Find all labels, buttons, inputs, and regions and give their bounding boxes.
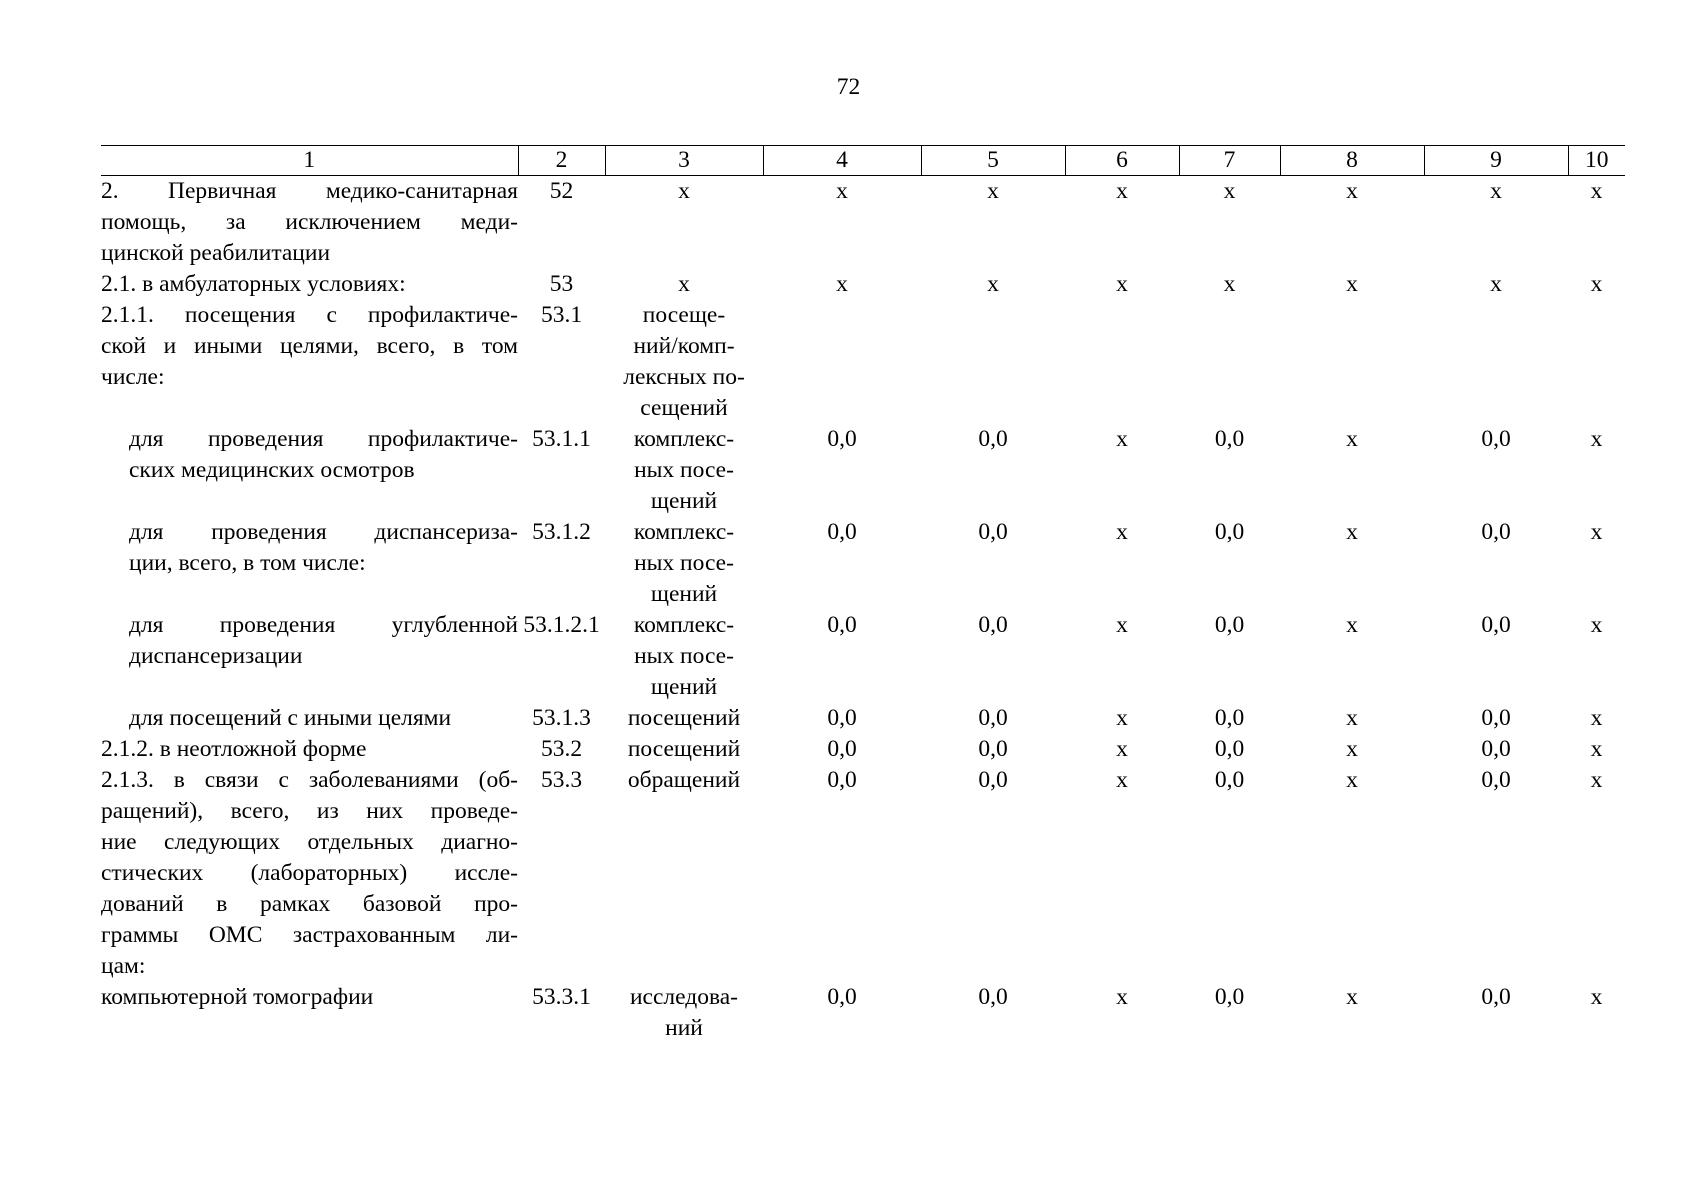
row-value-cell: 0,0: [978, 519, 1008, 545]
row-unit-cell: [605, 765, 763, 982]
row-name-line: ции, всего, в том числе:: [129, 550, 366, 576]
row-name-line: ращений), всего, из них проведе-: [101, 798, 518, 824]
row-value-cell: х: [1116, 426, 1128, 452]
row-unit-line: комплекс-: [633, 519, 735, 545]
row-value-cell: [1179, 300, 1280, 424]
row-unit-line: посещений: [627, 736, 741, 762]
row-name-line: 2.1.3. в связи с заболеваниями (об-: [101, 767, 518, 793]
row-name-line: ских медицинских осмотров: [129, 457, 415, 483]
row-code-cell: 53.1.1: [532, 426, 591, 452]
row-value-cell: х: [1590, 984, 1603, 1010]
row-value-cell: 0,0: [1214, 984, 1245, 1010]
row-unit-line: щений: [650, 488, 718, 514]
row-name-cell: [101, 517, 518, 610]
row-name-line: граммы ОМС застрахованным ли-: [101, 922, 518, 948]
row-name-line: ской и иными целями, всего, в том: [101, 333, 518, 359]
column-header: 10: [1568, 146, 1625, 176]
row-unit-line: х: [678, 178, 690, 204]
row-code-cell: 53.3.1: [532, 984, 591, 1010]
row-name-line: числе:: [101, 364, 165, 390]
row-value-cell: х: [1346, 736, 1358, 762]
row-value-cell: 0,0: [1214, 612, 1245, 638]
column-header: 6: [1065, 146, 1179, 176]
row-value-cell: [1568, 300, 1625, 424]
row-name-cell: [101, 703, 518, 734]
row-code-cell: 53.1: [540, 302, 583, 328]
row-code-cell: 53.1.3: [532, 705, 591, 731]
row-value-cell: [1065, 300, 1179, 424]
column-header: 2: [518, 146, 605, 176]
row-name-line: для проведения профилактиче-: [129, 426, 518, 452]
row-code-cell: 53.3: [540, 767, 583, 793]
table-row: [101, 982, 1625, 1044]
row-name-line: для проведения диспансериза-: [129, 519, 518, 545]
row-unit-line: щений: [650, 581, 718, 607]
row-unit-cell: [605, 176, 763, 270]
column-header: 8: [1280, 146, 1424, 176]
row-name-line: диспансеризации: [129, 643, 303, 669]
row-value-cell: х: [1590, 767, 1603, 793]
row-unit-line: ний/комп-: [633, 333, 735, 359]
row-unit-cell: [605, 269, 763, 300]
row-name-cell: [101, 269, 518, 300]
row-value-cell: х: [1590, 519, 1603, 545]
row-value-cell: х: [1116, 519, 1128, 545]
data-table: [101, 145, 1625, 1044]
row-value-cell: [1280, 300, 1424, 424]
row-value-cell: 0,0: [827, 705, 857, 731]
row-unit-cell: [605, 610, 763, 703]
table-row: [101, 610, 1625, 703]
row-value-cell: х: [1223, 178, 1236, 204]
row-value-cell: х: [1490, 271, 1502, 297]
row-value-cell: 0,0: [978, 612, 1008, 638]
row-unit-line: ных посе-: [634, 550, 734, 576]
row-name-cell: [101, 610, 518, 703]
row-code-cell: 53: [549, 271, 574, 297]
table-row: [101, 703, 1625, 734]
row-unit-line: щений: [650, 674, 718, 700]
row-value-cell: 0,0: [827, 984, 857, 1010]
row-value-cell: 0,0: [978, 426, 1008, 452]
table-row: [101, 176, 1625, 270]
row-name-cell: [101, 734, 518, 765]
row-value-cell: х: [1116, 705, 1128, 731]
row-value-cell: х: [1346, 612, 1358, 638]
row-value-cell: х: [1590, 271, 1603, 297]
row-name-line: компьютерной томографии: [101, 984, 374, 1010]
row-name-cell: [101, 765, 518, 982]
table-row: [101, 269, 1625, 300]
row-value-cell: 0,0: [1481, 984, 1511, 1010]
row-unit-cell: [605, 982, 763, 1044]
row-value-cell: 0,0: [1214, 736, 1245, 762]
row-name-cell: [101, 424, 518, 517]
row-value-cell: х: [1116, 612, 1128, 638]
row-value-cell: 0,0: [1214, 705, 1245, 731]
row-name-line: цам:: [101, 953, 146, 979]
row-name-line: для проведения углубленной: [129, 612, 518, 638]
row-value-cell: 0,0: [978, 767, 1008, 793]
row-name-line: для посещений с иными целями: [129, 705, 452, 731]
row-value-cell: 0,0: [1481, 705, 1511, 731]
row-unit-cell: [605, 424, 763, 517]
row-value-cell: 0,0: [1481, 612, 1511, 638]
row-code-cell: 53.2: [540, 736, 583, 762]
row-unit-line: комплекс-: [633, 426, 735, 452]
row-value-cell: х: [1346, 271, 1358, 297]
row-name-line: ние следующих отдельных диагно-: [101, 829, 518, 855]
row-unit-line: лексных по-: [623, 364, 745, 390]
row-value-cell: х: [987, 271, 999, 297]
row-value-cell: 0,0: [1214, 767, 1245, 793]
row-value-cell: х: [1116, 178, 1128, 204]
column-header: 4: [763, 146, 921, 176]
row-value-cell: 0,0: [827, 519, 857, 545]
row-value-cell: х: [1590, 705, 1603, 731]
row-name-cell: [101, 176, 518, 270]
row-name-line: дований в рамках базовой про-: [101, 891, 518, 917]
row-value-cell: 0,0: [978, 984, 1008, 1010]
row-unit-line: ний: [665, 1015, 703, 1041]
table-row: [101, 734, 1625, 765]
table-body: [101, 176, 1625, 1045]
row-value-cell: х: [1346, 984, 1358, 1010]
row-value-cell: х: [1346, 519, 1358, 545]
row-name-line: стических (лабораторных) иссле-: [101, 860, 518, 886]
row-name-line: цинской реабилитации: [101, 240, 331, 266]
row-value-cell: [921, 300, 1065, 424]
row-value-cell: 0,0: [827, 767, 857, 793]
row-value-cell: х: [1223, 271, 1236, 297]
row-code-cell: 52: [549, 178, 574, 204]
row-value-cell: х: [1346, 705, 1358, 731]
row-name-cell: [101, 300, 518, 424]
row-value-cell: 0,0: [978, 736, 1008, 762]
row-value-cell: 0,0: [1481, 736, 1511, 762]
row-value-cell: 0,0: [1481, 426, 1511, 452]
row-value-cell: х: [1116, 271, 1128, 297]
table-header-row: [101, 146, 1625, 176]
row-unit-line: исследова-: [629, 984, 739, 1010]
row-name-line: 2.1.1. посещения с профилактиче-: [101, 302, 518, 328]
row-value-cell: 0,0: [827, 426, 857, 452]
row-value-cell: 0,0: [827, 612, 857, 638]
row-unit-line: ных посе-: [634, 457, 734, 483]
row-value-cell: х: [1116, 984, 1128, 1010]
column-header: 1: [101, 146, 518, 176]
row-unit-line: посеще-: [642, 302, 726, 328]
row-value-cell: 0,0: [1481, 767, 1511, 793]
row-unit-line: х: [678, 271, 690, 297]
table-row: [101, 424, 1625, 517]
column-header: 7: [1179, 146, 1280, 176]
row-value-cell: х: [1590, 736, 1603, 762]
table-row: [101, 765, 1625, 982]
row-value-cell: х: [836, 271, 848, 297]
row-value-cell: х: [1490, 178, 1502, 204]
row-unit-line: обращений: [627, 767, 741, 793]
row-unit-cell: [605, 300, 763, 424]
row-value-cell: х: [1590, 178, 1603, 204]
row-value-cell: х: [1590, 612, 1603, 638]
row-value-cell: х: [1590, 426, 1603, 452]
row-name-cell: [101, 982, 518, 1044]
row-code-cell: 53.1.2.1: [523, 612, 600, 638]
row-value-cell: х: [1346, 178, 1358, 204]
row-value-cell: х: [1116, 767, 1128, 793]
column-header: 9: [1424, 146, 1568, 176]
row-value-cell: х: [1346, 426, 1358, 452]
row-value-cell: х: [836, 178, 848, 204]
row-name-line: 2.1.2. в неотложной форме: [101, 736, 367, 762]
row-unit-cell: [605, 734, 763, 765]
row-unit-cell: [605, 703, 763, 734]
row-name-line: 2.1. в амбулаторных условиях:: [101, 271, 406, 297]
page-number: 72: [836, 74, 861, 100]
row-unit-line: сещений: [640, 395, 728, 421]
row-value-cell: [1424, 300, 1568, 424]
row-unit-line: ных посе-: [634, 643, 734, 669]
table-row: [101, 517, 1625, 610]
row-value-cell: х: [1116, 736, 1128, 762]
row-value-cell: х: [1346, 767, 1358, 793]
table-row: [101, 300, 1625, 424]
column-header: 5: [921, 146, 1065, 176]
row-value-cell: 0,0: [978, 705, 1008, 731]
row-name-line: 2. Первичная медико-санитарная: [101, 178, 518, 204]
row-unit-line: комплекс-: [633, 612, 735, 638]
row-value-cell: х: [987, 178, 999, 204]
row-unit-line: посещений: [627, 705, 741, 731]
row-code-cell: 53.1.2: [532, 519, 591, 545]
row-value-cell: 0,0: [827, 736, 857, 762]
row-name-line: помощь, за исключением меди-: [101, 209, 518, 235]
row-value-cell: 0,0: [1214, 519, 1245, 545]
row-unit-cell: [605, 517, 763, 610]
row-value-cell: 0,0: [1481, 519, 1511, 545]
row-value-cell: [763, 300, 921, 424]
row-value-cell: 0,0: [1214, 426, 1245, 452]
column-header: 3: [605, 146, 763, 176]
